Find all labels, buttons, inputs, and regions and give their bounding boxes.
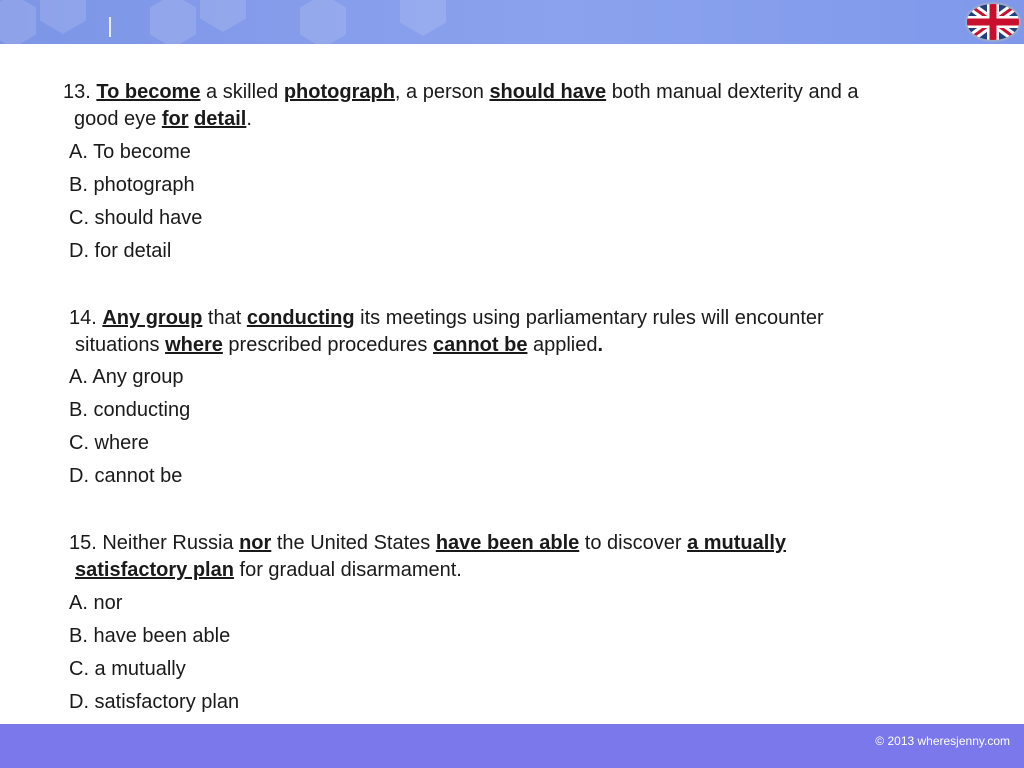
underlined-phrase: photograph xyxy=(283,81,395,103)
question-number: 14. xyxy=(69,307,103,329)
underlined-phrase: nor xyxy=(239,532,272,554)
question-text: good eye xyxy=(74,108,162,130)
question-number: 13. xyxy=(63,81,97,103)
underlined-phrase: To become xyxy=(96,81,201,103)
question-text: a skilled xyxy=(200,81,284,103)
banner-divider xyxy=(109,17,111,37)
question-text: both manual dexterity and a xyxy=(606,81,859,103)
option-15-a[interactable]: A. nor xyxy=(69,592,123,614)
copyright-text: © 2013 wheresjenny.com xyxy=(875,734,1010,748)
underlined-phrase: cannot be xyxy=(432,334,528,356)
question-text: situations xyxy=(75,334,166,356)
question-text: , a person xyxy=(394,81,490,103)
option-13-a[interactable]: A. To become xyxy=(69,141,191,163)
underlined-phrase: detail xyxy=(194,108,247,130)
question-13-line-2 xyxy=(74,107,252,131)
question-15-line-2 xyxy=(75,558,462,582)
question-15-line-1 xyxy=(69,531,786,555)
option-13-c[interactable]: C. should have xyxy=(69,207,203,229)
option-14-b[interactable]: B. conducting xyxy=(69,399,191,421)
option-15-d[interactable]: D. satisfactory plan xyxy=(69,691,240,713)
top-banner xyxy=(0,0,1024,44)
question-text: . xyxy=(597,334,604,356)
underlined-phrase: for xyxy=(161,108,189,130)
question-text: . xyxy=(246,108,252,130)
underlined-phrase: satisfactory plan xyxy=(75,559,234,581)
question-text: for gradual disarmament. xyxy=(233,559,462,581)
underlined-phrase: where xyxy=(165,334,223,356)
question-14-line-1 xyxy=(69,306,824,330)
question-text: the United States xyxy=(271,532,436,554)
uk-flag-icon xyxy=(964,1,1022,43)
option-15-b[interactable]: B. have been able xyxy=(69,625,231,647)
question-text: applied xyxy=(527,334,598,356)
underlined-phrase: have been able xyxy=(435,532,580,554)
option-14-d[interactable]: D. cannot be xyxy=(69,465,183,487)
hex-decoration xyxy=(0,0,36,44)
question-text: its meetings using parliamentary rules will encounter xyxy=(354,307,824,329)
underlined-phrase: a mutually xyxy=(687,532,786,554)
question-text: 15. Neither Russia xyxy=(69,532,240,554)
option-14-a[interactable]: A. Any group xyxy=(69,366,184,388)
option-14-c[interactable]: C. where xyxy=(69,432,150,454)
underlined-phrase: Any group xyxy=(102,307,203,329)
hex-decoration xyxy=(300,0,346,44)
hex-decoration xyxy=(150,0,196,44)
option-13-b[interactable]: B. photograph xyxy=(69,174,195,196)
option-13-d[interactable]: D. for detail xyxy=(69,240,172,262)
underlined-phrase: conducting xyxy=(246,307,355,329)
option-15-c[interactable]: C. a mutually xyxy=(69,658,186,680)
question-13-line-1 xyxy=(63,80,859,104)
question-text: that xyxy=(202,307,247,329)
question-14-line-2 xyxy=(75,333,603,357)
underlined-phrase: should have xyxy=(489,81,607,103)
question-text: to discover xyxy=(579,532,688,554)
question-text: prescribed procedures xyxy=(222,334,433,356)
footer-banner xyxy=(0,724,1024,768)
hex-decoration xyxy=(200,0,246,32)
hex-decoration xyxy=(400,0,446,36)
hex-decoration xyxy=(40,0,86,34)
